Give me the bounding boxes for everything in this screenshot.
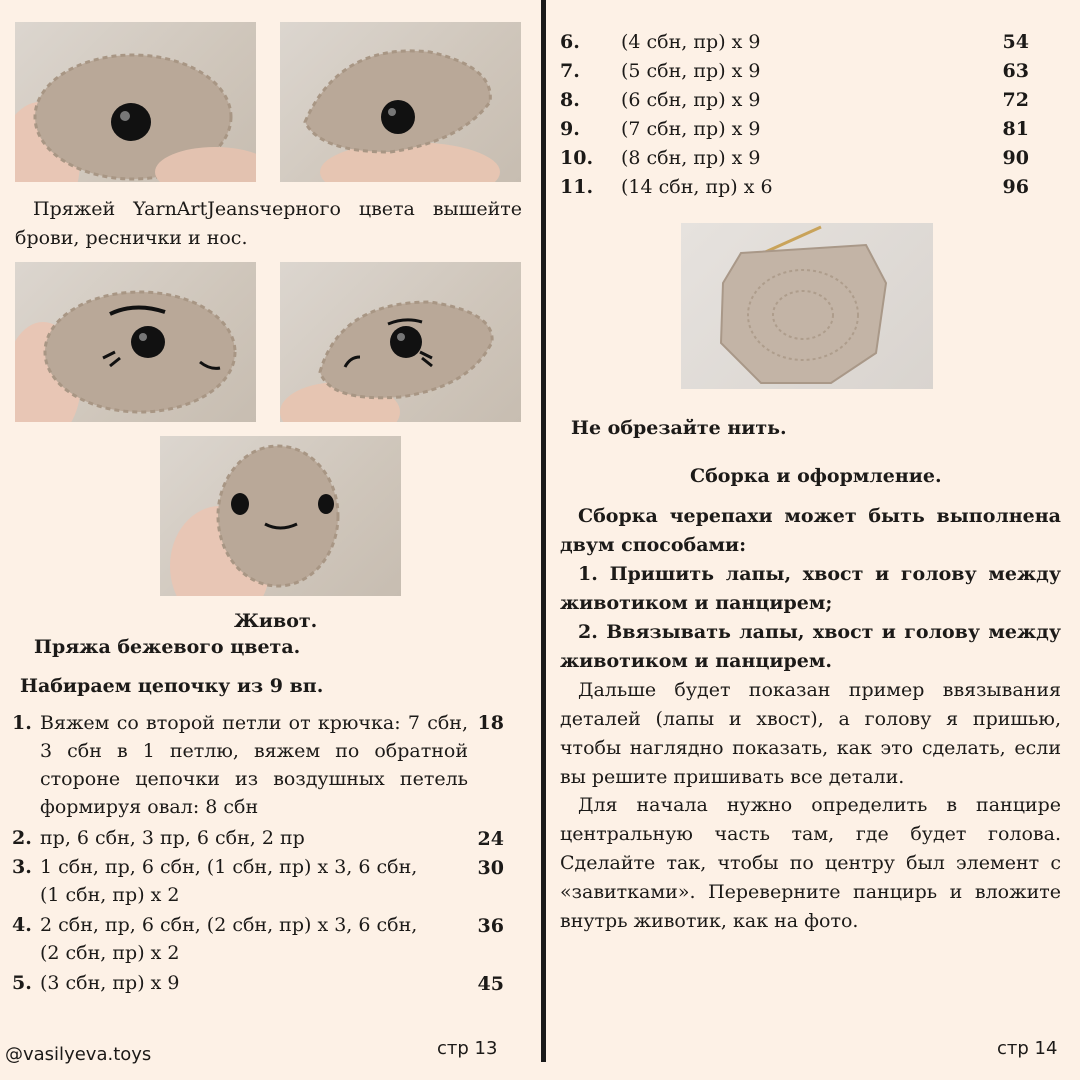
row-instruction: 1 сбн, пр, 6 сбн, (1 сбн, пр) х 3, 6 сбн, (1 сбн, пр) х 2: [40, 856, 418, 906]
row-instruction: (4 сбн, пр) х 9: [621, 31, 761, 53]
photo-head-front: [160, 436, 401, 596]
assembly-option-2: 2. Ввязывать лапы, хвост и голову между животиком и панцирем.: [560, 621, 1061, 672]
row-number: 10.: [560, 147, 594, 169]
assembly-option-1: 1. Пришить лапы, хвост и голову между животиком и панцирем;: [560, 563, 1061, 614]
row-number: 4.: [12, 914, 32, 936]
row-total: 45: [477, 973, 504, 995]
row-total: 63: [1002, 60, 1029, 82]
page-divider: [541, 0, 546, 1062]
row-instruction: 2 сбн, пр, 6 сбн, (2 сбн, пр) х 3, 6 сбн, (2 сбн, пр) х 2: [40, 914, 418, 964]
paragraph-example: Дальше будет показан пример ввязывания деталей (лапы и хвост), а голову я пришью, чтобы наглядно показать, как это сделать, если вы решите пришивать все детали.: [560, 679, 1061, 788]
row-number: 1.: [12, 712, 32, 734]
row-instruction: (6 сбн, пр) х 9: [621, 89, 761, 111]
chain-note: Набираем цепочку из 9 вп.: [20, 675, 324, 697]
row-total: 24: [477, 828, 504, 850]
row-total: 30: [477, 857, 504, 879]
row-number: 5.: [12, 972, 32, 994]
row-number: 3.: [12, 856, 32, 878]
photo-head-eye-left: [15, 22, 256, 182]
page-number-right: стр 14: [997, 1038, 1058, 1059]
row-instruction: (5 сбн, пр) х 9: [621, 60, 761, 82]
row-total: 72: [1002, 89, 1029, 111]
photo-crocheted-oval: [681, 223, 933, 389]
row-total: 54: [1002, 31, 1029, 53]
row-instruction: (7 сбн, пр) х 9: [621, 118, 761, 140]
dont-cut-note: Не обрезайте нить.: [571, 417, 787, 439]
row-total: 96: [1002, 176, 1029, 198]
row-number: 2.: [12, 827, 32, 849]
row-instruction: (8 сбн, пр) х 9: [621, 147, 761, 169]
paragraph-center: Для начала нужно определить в панцире центральную часть там, где будет голова. Сделайте так, чтобы по центру был элемент с «завитками». Переверните панцирь и вложите внутрь животик, как на фото.: [560, 794, 1061, 932]
photo-head-eye-right: [280, 22, 521, 182]
row-number: 11.: [560, 176, 594, 198]
row-total: 90: [1002, 147, 1029, 169]
row-total: 81: [1002, 118, 1029, 140]
row-instruction: (3 сбн, пр) х 9: [40, 972, 180, 994]
photo-embroidered-left: [15, 262, 256, 422]
row-number: 6.: [560, 31, 580, 53]
photo-embroidered-right: [280, 262, 521, 422]
row-total: 18: [477, 712, 504, 734]
row-number: 9.: [560, 118, 580, 140]
page-number-left: стр 13: [437, 1038, 498, 1059]
row-number: 8.: [560, 89, 580, 111]
row-total: 36: [477, 915, 504, 937]
row-instruction: (14 сбн, пр) х 6: [621, 176, 773, 198]
embroider-instruction: Пряжей YarnArtJeansчерного цвета вышейте брови, реснички и нос.: [15, 198, 522, 249]
author-handle: @vasilyeva.toys: [5, 1044, 152, 1065]
row-instruction: Вяжем со второй петли от крючка: 7 сбн, 3 сбн в 1 петлю, вяжем по обратной стороне цепочки из воздушных петель формируя овал: 8 сбн: [40, 712, 468, 818]
row-instruction: пр, 6 сбн, 3 пр, 6 сбн, 2 пр: [40, 827, 305, 849]
assembly-title: Сборка и оформление.: [690, 465, 942, 487]
belly-title: Живот.: [234, 610, 318, 632]
yarn-note: Пряжа бежевого цвета.: [34, 636, 301, 658]
row-number: 7.: [560, 60, 580, 82]
assembly-intro: Сборка черепахи может быть выполнена двум способами:: [560, 505, 1061, 556]
